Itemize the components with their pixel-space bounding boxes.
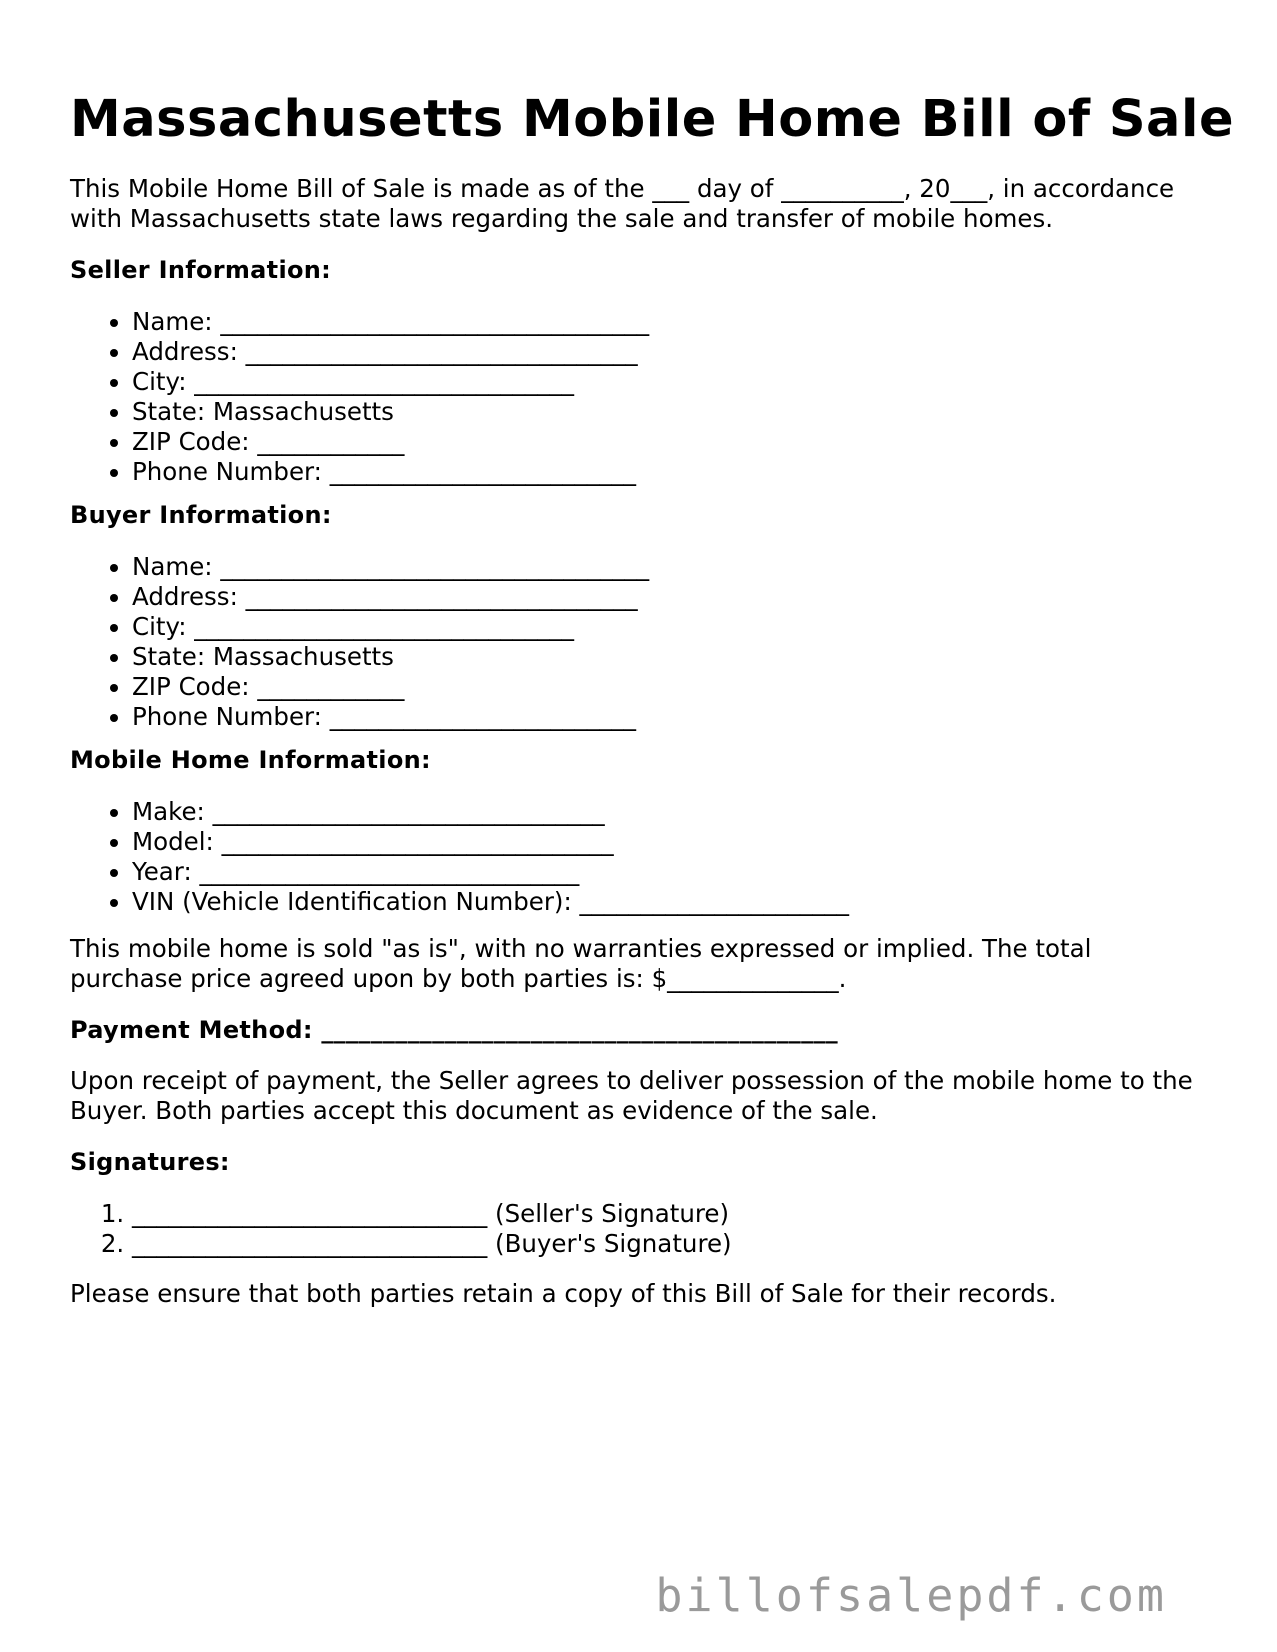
- seller-phone-field: • Phone Number: _________________________: [132, 457, 1210, 487]
- seller-address-field: • Address: ________________________________: [132, 337, 1210, 367]
- page-title: Massachusetts Mobile Home Bill of Sale: [70, 90, 1235, 149]
- seller-name-field: • Name: ___________________________________: [132, 307, 1210, 337]
- payment-method-line: Payment Method: __________________________________________: [70, 1016, 838, 1044]
- mobile-home-heading: Mobile Home Information:: [70, 746, 431, 774]
- vin-field: • VIN (Vehicle Identification Number): ______________________: [132, 887, 1210, 917]
- closing-paragraph: Please ensure that both parties retain a copy of this Bill of Sale for their records.: [70, 1279, 1057, 1308]
- seller-signature-line: 1. _____________________________ (Seller's Signature): [132, 1199, 1210, 1229]
- buyer-section: [70, 500, 1210, 732]
- buyer-fields: [70, 552, 1210, 732]
- mobile-home-section: [70, 745, 1210, 917]
- seller-state-field: • State: Massachusetts: [132, 397, 1210, 427]
- buyer-address-field: • Address: ________________________________: [132, 582, 1210, 612]
- buyer-name-field: • Name: ___________________________________: [132, 552, 1210, 582]
- site-watermark: billofsalepdf.com: [655, 1569, 1167, 1622]
- buyer-zip-field: • ZIP Code: ____________: [132, 672, 1210, 702]
- seller-city-field: • City: _______________________________: [132, 367, 1210, 397]
- buyer-heading: Buyer Information:: [70, 501, 332, 529]
- as-is-paragraph: This mobile home is sold "as is", with no warranties expressed or implied. The total purchase price agreed upon by both parties is: $______________.: [70, 934, 1092, 993]
- seller-fields: [70, 307, 1210, 487]
- seller-section: [70, 255, 1210, 487]
- mobile-home-fields: [70, 797, 1210, 917]
- buyer-city-field: • City: _______________________________: [132, 612, 1210, 642]
- delivery-paragraph: Upon receipt of payment, the Seller agrees to deliver possession of the mobile home to the Buyer. Both parties accept this document as evidence of the sale.: [70, 1066, 1193, 1125]
- buyer-state-field: • State: Massachusetts: [132, 642, 1210, 672]
- seller-zip-field: • ZIP Code: ____________: [132, 427, 1210, 457]
- seller-heading: Seller Information:: [70, 256, 332, 284]
- year-field: • Year: _______________________________: [132, 857, 1210, 887]
- signature-list: [70, 1199, 1210, 1259]
- signatures-heading: Signatures:: [70, 1148, 230, 1176]
- intro-paragraph: This Mobile Home Bill of Sale is made as of the ___ day of __________, 20___, in accordance with Massachusetts state laws regarding the sale and transfer of mobile homes.: [70, 174, 1175, 233]
- model-field: • Model: ________________________________: [132, 827, 1210, 857]
- buyer-signature-line: 2. _____________________________ (Buyer's Signature): [132, 1229, 1210, 1259]
- make-field: • Make: ________________________________: [132, 797, 1210, 827]
- signatures-section: [70, 1147, 1210, 1259]
- buyer-phone-field: • Phone Number: _________________________: [132, 702, 1210, 732]
